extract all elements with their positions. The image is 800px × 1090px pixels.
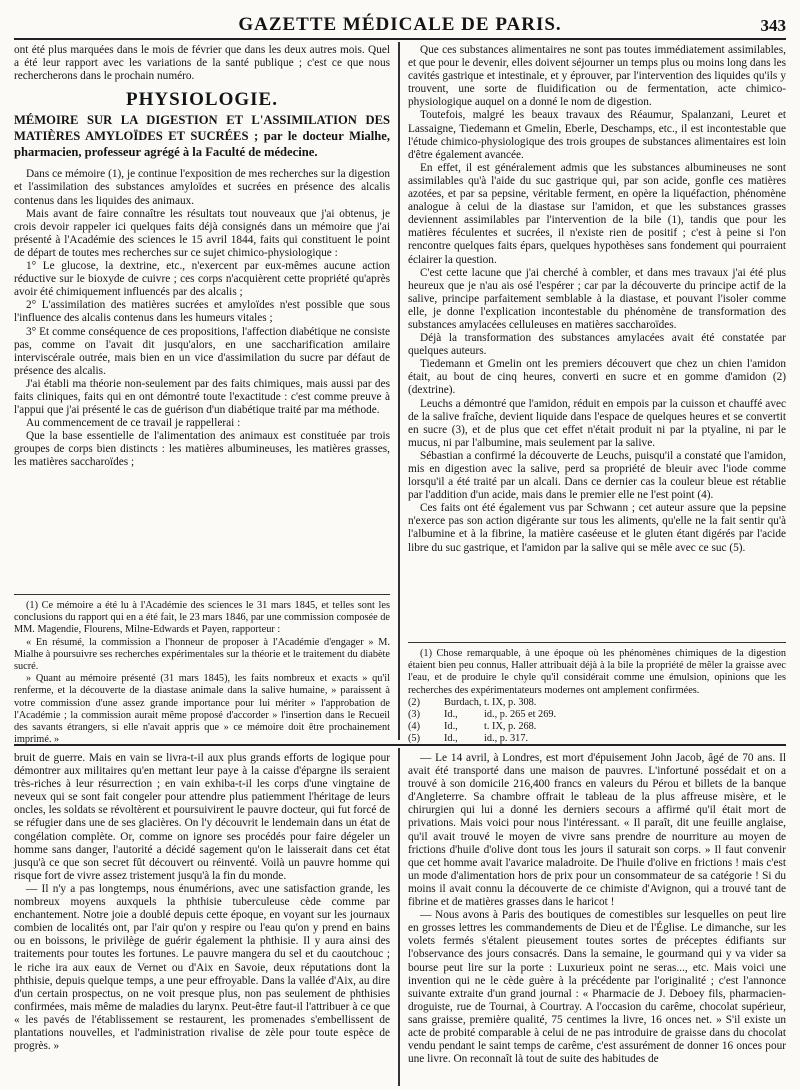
footnote: (1) Ce mémoire a été lu à l'Académie des sciences le 31 mars 1845, et telles sont les conclusions du rapport qui en a été fait, le 23 mars 1846, par une commission composée de MM. Magendie, Flourens, Milne-Edwards et Payen, rapporteur : <box>14 600 390 636</box>
memoire-title: MÉMOIRE SUR LA DIGESTION ET L'ASSIMILATION DES MATIÈRES AMYLOÏDES ET SUCRÉES ; par le docteur Mialhe, pharmacien, professeur agrégé à la Faculté de médecine. <box>14 113 390 160</box>
right-column-top <box>408 44 786 640</box>
body-paragraph: Déjà la transformation des substances amylacées avait été constatée par quelques auteurs. <box>408 332 786 358</box>
body-paragraph: Tiedemann et Gmelin ont les premiers découvert que chez un chien l'amidon était, au bout de cinq heures, converti en sucre et en gomme d'amidon (2) (dextrine). <box>408 358 786 397</box>
body-paragraph: bruit de guerre. Mais en vain se livra-t-il aux plus grands efforts de logique pour démontrer aux militaires qu'en mettant leur paye à la caisse d'épargne ils seraient très-riches à leur résurrection ; en vain exhiba-t-il les corps d'une vingtaine de neveux qui se sont fait congeler pour attendre plus patiemment l'héritage de leurs oncles, les soldats se révoltèrent et poursuivirent le pauvre docteur, qui fut forcé de se réfugier dans une de ses glacières. On l'y découvrit le lendemain dans un état de congélation complète. Or, comme on ignore ses procédés pour faire dégeler un homme sans danger, l'autorité a décidé sagement qu'on le laisserait dans cet état jusqu'à ce que son secret fût découvert ou réinventé. Voilà un pauvre homme qui risque fort de vivre assez tristement jusqu'à la fin du monde. <box>14 752 390 882</box>
body-paragraph: Que ces substances alimentaires ne sont pas toutes immédiatement assimilables, et que pour le devenir, elles doivent séjourner un temps plus ou moins long dans les cavités gastrique et intestinale, et y éprouver, par l'intervention des liquides qu'ils y trouvent, une sorte de fluidification ou de fermentation, acte chimico-physiologique auquel on a donné le nom de digestion. <box>408 44 786 109</box>
column-divider <box>398 42 400 740</box>
body-paragraph: Leuchs a démontré que l'amidon, réduit en empois par la cuisson et chauffé avec de la salive fraîche, devient liquide dans l'espace de quelques heures et se convertit en sucre (3), et de plus que cet effet n'était produit ni par la ptyaline, ni par le mucus, ni par l'albumine, mais seulement par la salive. <box>408 397 786 449</box>
footnote-ref: (5) Id., id., p. 317. <box>408 733 529 745</box>
page-number: 343 <box>760 16 786 35</box>
footnote: » Quant au mémoire présenté (31 mars 1845), les faits nombreux et exacts » qu'il renferme, et la découverte de la diastase animale dans la salive humaine, » paraissent à votre commission d'une assez grande importance pour lui mériter » l'approbation de l'Académie ; la commission aurait même proposé d'accorder » l'insertion dans le Recueil des savants étrangers, si elle n'avait appris que » ce mémoire doit être prochainement imprimé. » <box>14 673 390 746</box>
section-title: PHYSIOLOGIE. <box>126 89 278 111</box>
journal-title: GAZETTE MÉDICALE DE PARIS. <box>238 14 562 35</box>
body-paragraph: Dans ce mémoire (1), je continue l'exposition de mes recherches sur la digestion et l'assimilation des substances amyloïdes et sucrées en présence des alcalis contenus dans les liquides des animaux. <box>14 168 390 207</box>
body-paragraph: Mais avant de faire connaître les résultats tout nouveaux que j'ai obtenus, je crois devoir rappeler ici quelques faits déjà consignés dans un mémoire que j'ai présenté à l'Académie des sciences le 15 avril 1844, faits qui constituent le point de départ de toutes mes recherches sur ce sujet chimico-physiologique : <box>14 207 390 259</box>
footnote-ref: (3) Id., id., p. 265 et 269. <box>408 709 557 721</box>
body-paragraph: C'est cette lacune que j'ai cherché à combler, et dans mes travaux j'ai été plus heureux que je n'au ais osé l'espérer ; car par la découverte du principe actif de la salive, principe parfaitement semblable à la diastase, et pouvant l'isoler comme elle, je donne l'explication incontestable du phénomène de transformation des substances amylacées celluleuses en matières saccharoïdes. <box>408 266 786 331</box>
footnote: « En résumé, la commission a l'honneur de proposer à l'Académie d'engager » M. Mialhe à poursuivre ses recherches expérimentales sur la théorie et le traitement du diabète sucré. <box>14 636 390 673</box>
intro-paragraph: ont été plus marquées dans le mois de février que dans les deux autres mois. Quel a été leur rapport avec les variations de la santé publique ; c'est ce que nous rechercherons dans le prochain numéro. <box>14 44 390 83</box>
left-footnotes <box>14 600 390 746</box>
body-paragraph: Ces faits ont été également vus par Schwann ; cet auteur assure que la pepsine n'exerce pas son action digérante sur tous les aliments, qu'elle ne la fait sentir qu'à l'albumine et à la fibrine, la matière caséeuse et le gluten étant digérés par l'acide libre du suc gastrique, et l'amidon par la salive qui se mêle avec ce suc (5). <box>408 502 786 554</box>
footnote-divider <box>408 642 786 643</box>
body-paragraph: — Le 14 avril, à Londres, est mort d'épuisement John Jacob, âgé de 70 ans. Il avait été transporté dans une maison de pauvres. L'infortuné possédait et on a trouvé à son domicile 216,400 francs en valeurs du Pérou et billets de la banque d'Angleterre. Sa chambre offrait le tableau de la plus affreuse misère, et le chirurgien qui lui a donné les derniers secours a affirmé qu'il était mort de privations. Mais voici pour nous l'intéressant. « Il paraît, dit une feuille anglaise, qu'il avait trouvé le moyen de vivre sans prendre de nourriture au moyen de frictions d'huile d'olive dont tous les jours il saturait son corps. » Il faut convenir que cet homme avait l'avarice maladroite. De l'huile d'olive en frictions ! mais c'est un mode d'alimentation hors de prix pour un consommateur de sa catégorie ! Si du moins il avait connu la découverte de ce chimiste d'Avignon, qui a trouvé tant de fibrine et de matières grasses dans le haricot ! <box>408 752 786 909</box>
footnote: (1) Chose remarquable, à une époque où les phénomènes chimiques de la digestion étaient bien peu connus, Haller attribuait déjà à la bile la propriété de mêler la graisse avec l'eau, et de produire le chyle qu'il considérait comme une émulsion, opinions que les recherches des expérimentateurs modernes ont amplement confirmées. <box>408 648 786 696</box>
body-paragraph: Toutefois, malgré les beaux travaux des Réaumur, Spalanzani, Leuret et Lassaigne, Tiedemann et Gmelin, Eberle, Deschamps, etc., il est incontestable que l'étude chimico-physiologique des trois groupes de substances alimentaires est loin d'être également avancée. <box>408 109 786 161</box>
body-paragraph: En effet, il est généralement admis que les substances albumineuses ne sont assimilables qu'à l'aide du suc gastrique qui, par son acide, gonfle ces matières azotées, et par sa pepsine, véritable ferment, en opère la liquéfaction, phénomène analogue à celui de la diastase sur l'amidon, et que les substances grasses deviennent assimilables par l'intervention de la bile (1), tandis que pour les matières féculentes et sucrées, il n'existe rien de positif ; c'est à peine si l'on rencontre quelques faits épars, quelques hypothèses sans fondement qui pourraient éclairer la question. <box>408 161 786 266</box>
body-paragraph: Au commencement de ce travail je rappellerai : <box>26 417 241 430</box>
body-paragraph: — Nous avons à Paris des boutiques de comestibles sur lesquelles on peut lire en grosses lettres les commandements de Dieu et de l'Église. Le dimanche, sur les volets fermés s'étalent pieusement toutes sortes de préceptes édifiants sur l'observance des jours consacrés. Dans la semaine, le gourmand qui y va vider sa bourse peut lire sur la porte : Luxurieux point ne seras..., etc. Mais voici une invention qui ne le cède guère à la précédente par l'originalité ; c'est l'annonce suivante extraite d'un grand journal : « Pharmacie de J. Deboey fils, pharmacien-droguiste, rue de Tournai, à Courtray. A l'occasion du carême, chocolat supérieur, sans graisse, première qualité, 75 centimes la livre, 16 onces net. » S'il existe un acte de probité comparable à celui de ne pas introduire de graisse dans du chocolat vendu pendant le saint temps de carême, c'est assurément de donner 16 onces pour une livre. On reconnaît là tout de suite des habitudes de <box>408 909 786 1066</box>
right-column-bottom <box>408 752 786 1084</box>
footnote-ref: (2) Burdach, t. IX, p. 308. <box>408 696 537 708</box>
left-column-top <box>14 44 390 592</box>
body-paragraph: J'ai établi ma théorie non-seulement par des faits chimiques, mais aussi par des faits cliniques, faits qui en ont démontré toute l'exactitude : c'est comme preuve à l'appui que j'ai présenté le cas de guérison d'un diabétique traité par ma méthode. <box>14 377 390 417</box>
page-header <box>14 8 786 40</box>
body-paragraph: 3° Et comme conséquence de ces propositions, l'affection diabétique ne consiste pas, comme on l'avait dit jusqu'alors, en une saccharification amilaire interviscérale outrée, mais bien en un vice d'assimilation du sucre par défaut de présence des alcalis. <box>14 325 390 377</box>
body-paragraph: 2° L'assimilation des matières sucrées et amyloïdes n'est possible que sous l'influence des alcalis contenus dans les humeurs vitales ; <box>14 299 390 325</box>
body-paragraph: 1° Le glucose, la dextrine, etc., n'exercent par eux-mêmes aucune action réductive sur le bioxyde de cuivre ; ces corps n'acquièrent cette propriété qu'après avoir été chimiquement influencés par des alcalis ; <box>14 260 390 299</box>
right-footnotes <box>408 648 786 745</box>
footnote-ref: (4) Id., t. IX, p. 268. <box>408 721 537 733</box>
body-paragraph: Sébastian a confirmé la découverte de Leuchs, puisqu'il a constaté que l'amidon, mis en digestion avec la salive, perd sa propriété de bleuir avec l'iode comme lorsqu'il a été traité par un alcali. Dans ce dernier cas la couleur bleue est rétablie par l'addition d'un acide, mais dans le premier elle ne l'est point (4). <box>408 449 786 502</box>
body-paragraph: Que la base essentielle de l'alimentation des animaux est constituée par trois groupes de corps bien distincts : les matières albumineuses, les matières grasses, les matières saccharoïdes ; <box>14 430 390 469</box>
section-separator <box>14 744 786 746</box>
body-paragraph: — Il n'y a pas longtemps, nous énumérions, avec une satisfaction grande, les nombreux moyens auxquels la phthisie tuberculeuse cède comme par enchantement. Notre joie a doublé depuis cette époque, en voyant sur les journaux combien de localités ont, par l'air qu'on y respire ou l'eau qu'on y prend en bains ou en boissons, le privilège de guérir également la phthisie. Il y aura ainsi des traitements pour toutes les fortunes. Le pauvre mangera du sel et du caoutchouc ; le riche ira aux eaux de Vernet ou d'Aix en Savoie, deux réputations dont la phthisie, depuis quelque temps, a une peur effroyable. Dans la vallée d'Aix, au dire d'un certain prospectus, on ne voit presque plus, non pas seulement de phthisies confirmées, mais même de maladies du larynx. Peut-être faut-il l'attribuer à ce que « les pavés de l'établissement se restaurent, les promenades s'embellissent de plantations nouvelles, et l'administration rivalise de zèle pour toute espèce de progrès. » <box>14 882 390 1053</box>
footnote-divider <box>14 594 390 595</box>
left-column-bottom <box>14 752 390 1084</box>
column-divider <box>398 748 400 1086</box>
